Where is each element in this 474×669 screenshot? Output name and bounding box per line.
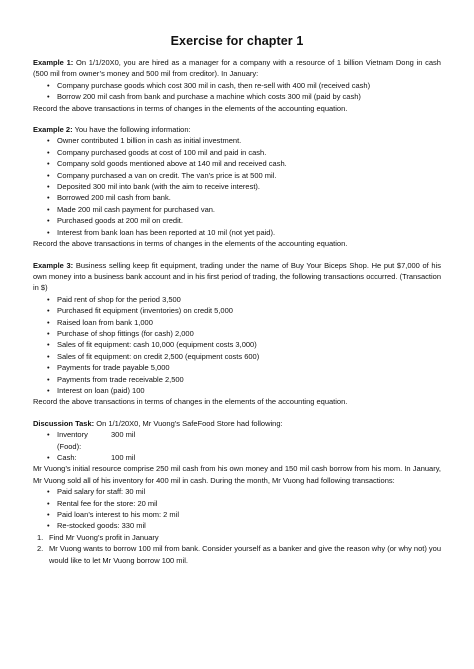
- list-item: • Rental fee for the store: 20 mil: [47, 498, 441, 509]
- list-item: • Interest from bank loan has been reported at 10 mil (not yet paid).: [47, 227, 441, 238]
- list-item: • Deposited 300 mil into bank (with the aim to receive interest).: [47, 181, 441, 192]
- discussion-questions: [33, 532, 441, 566]
- list-item: • Borrow 200 mil cash from bank and purchase a machine which costs 300 mil (paid by cash): [47, 91, 441, 102]
- example-2-intro: [33, 124, 441, 135]
- list-item: • Interest on loan (paid) 100: [47, 385, 441, 396]
- list-item: • Paid loan’s interest to his mom: 2 mil: [47, 509, 441, 520]
- list-item: • Purchased fit equipment (inventories) on credit 5,000: [47, 305, 441, 316]
- list-item: • Company sold goods mentioned above at 140 mil and received cash.: [47, 158, 441, 169]
- document-title: Exercise for chapter 1: [170, 34, 304, 48]
- question-text: Mr Vuong wants to borrow 100 mil from bank. Consider yourself as a banker and give the reason why (or why not) you would like to let Mr Vuong borrow 100 mil.: [49, 544, 441, 565]
- example-1-list: [33, 80, 441, 103]
- list-item: • Sales of fit equipment: cash 10,000 (equipment costs 3,000): [47, 339, 441, 350]
- question-number: 1.: [37, 532, 44, 542]
- example-1-label: Example 1:: [33, 58, 74, 67]
- inventory-value: 100 mil: [111, 453, 136, 462]
- discussion-inventory-list: [33, 429, 441, 463]
- example-3-list: [33, 294, 441, 397]
- example-2-list: [33, 135, 441, 238]
- question-number: 2.: [37, 544, 44, 554]
- list-item: • Payments for trade payable 5,000: [47, 362, 441, 373]
- question-item: [37, 532, 441, 543]
- list-item: • Re-stocked goods: 330 mil: [47, 520, 441, 531]
- example-3-intro: [33, 260, 441, 294]
- document-page: [33, 34, 441, 566]
- discussion-intro: [33, 418, 441, 429]
- inventory-name: • Cash:: [57, 453, 77, 462]
- example-3-intro-text: Business selling keep fit equipment, trading under the name of Buy Your Biceps Shop. He put $7,000 of his own money into a business bank account and in his first period of trading, the following transactions occurred. (Transaction in $): [33, 260, 442, 293]
- example-2-outro: Record the above transactions in terms of changes in the elements of the accounting equation.: [33, 239, 348, 249]
- question-item: [37, 543, 441, 566]
- list-item: • Purchased goods at 200 mil on credit.: [47, 215, 441, 226]
- list-item: • Borrowed 200 mil cash from bank.: [47, 192, 441, 203]
- list-item: • Payments from trade receivable 2,500: [47, 374, 441, 385]
- list-item: • Company purchase goods which cost 300 mil in cash, then re-sell with 400 mil (received cash): [47, 80, 441, 91]
- inventory-value: 300 mil: [111, 430, 136, 440]
- example-2-intro-text: You have the following information:: [74, 125, 191, 135]
- inventory-name: • Inventory (Food):: [57, 430, 88, 451]
- list-item: [47, 452, 441, 463]
- discussion-transactions-list: [33, 486, 441, 532]
- example-1-intro-text: On 1/1/20X0, you are hired as a manager for a company with a resource of 1 billion Vietnam Dong in cash (500 mil from owner’s money and 500 mil from creditor). In January:: [33, 58, 441, 79]
- example-2-label: Example 2:: [33, 125, 73, 135]
- list-item: • Made 200 mil cash payment for purchased van.: [47, 204, 441, 215]
- list-item: [47, 429, 441, 452]
- example-1-intro: [33, 57, 441, 80]
- example-1-outro: Record the above transactions in terms of changes in the elements of the accounting equation.: [33, 103, 348, 113]
- question-text: Find Mr Vuong’s profit in January: [49, 532, 159, 542]
- example-3-label: Example 3:: [33, 260, 74, 270]
- list-item: • Raised loan from bank 1,000: [47, 317, 441, 328]
- example-3-outro: Record the above transactions in terms of changes in the elements of the accounting equation.: [33, 397, 348, 407]
- list-item: • Paid salary for staff: 30 mil: [47, 486, 441, 497]
- list-item: • Sales of fit equipment: on credit 2,500 (equipment costs 600): [47, 351, 441, 362]
- list-item: • Owner contributed 1 billion in cash as initial investment.: [47, 135, 441, 146]
- list-item: • Paid rent of shop for the period 3,500: [47, 294, 441, 305]
- list-item: • Company purchased goods at cost of 100 mil and paid in cash.: [47, 147, 441, 158]
- list-item: • Purchase of shop fittings (for cash) 2,000: [47, 328, 441, 339]
- discussion-body: Mr Vuong’s initial resource comprise 250 mil cash from his own money and 150 mil cash borrow from his mom. In January, Mr Vuong sold all of his inventory for 400 mil in cash. During the month, Mr Vuong had following transactions:: [33, 464, 441, 485]
- discussion-intro-text: On 1/1/20X0, Mr Vuong’s SafeFood Store had following:: [96, 418, 283, 428]
- discussion-label: Discussion Task:: [33, 418, 95, 428]
- list-item: • Company purchased a van on credit. The van’s price is at 500 mil.: [47, 170, 441, 181]
